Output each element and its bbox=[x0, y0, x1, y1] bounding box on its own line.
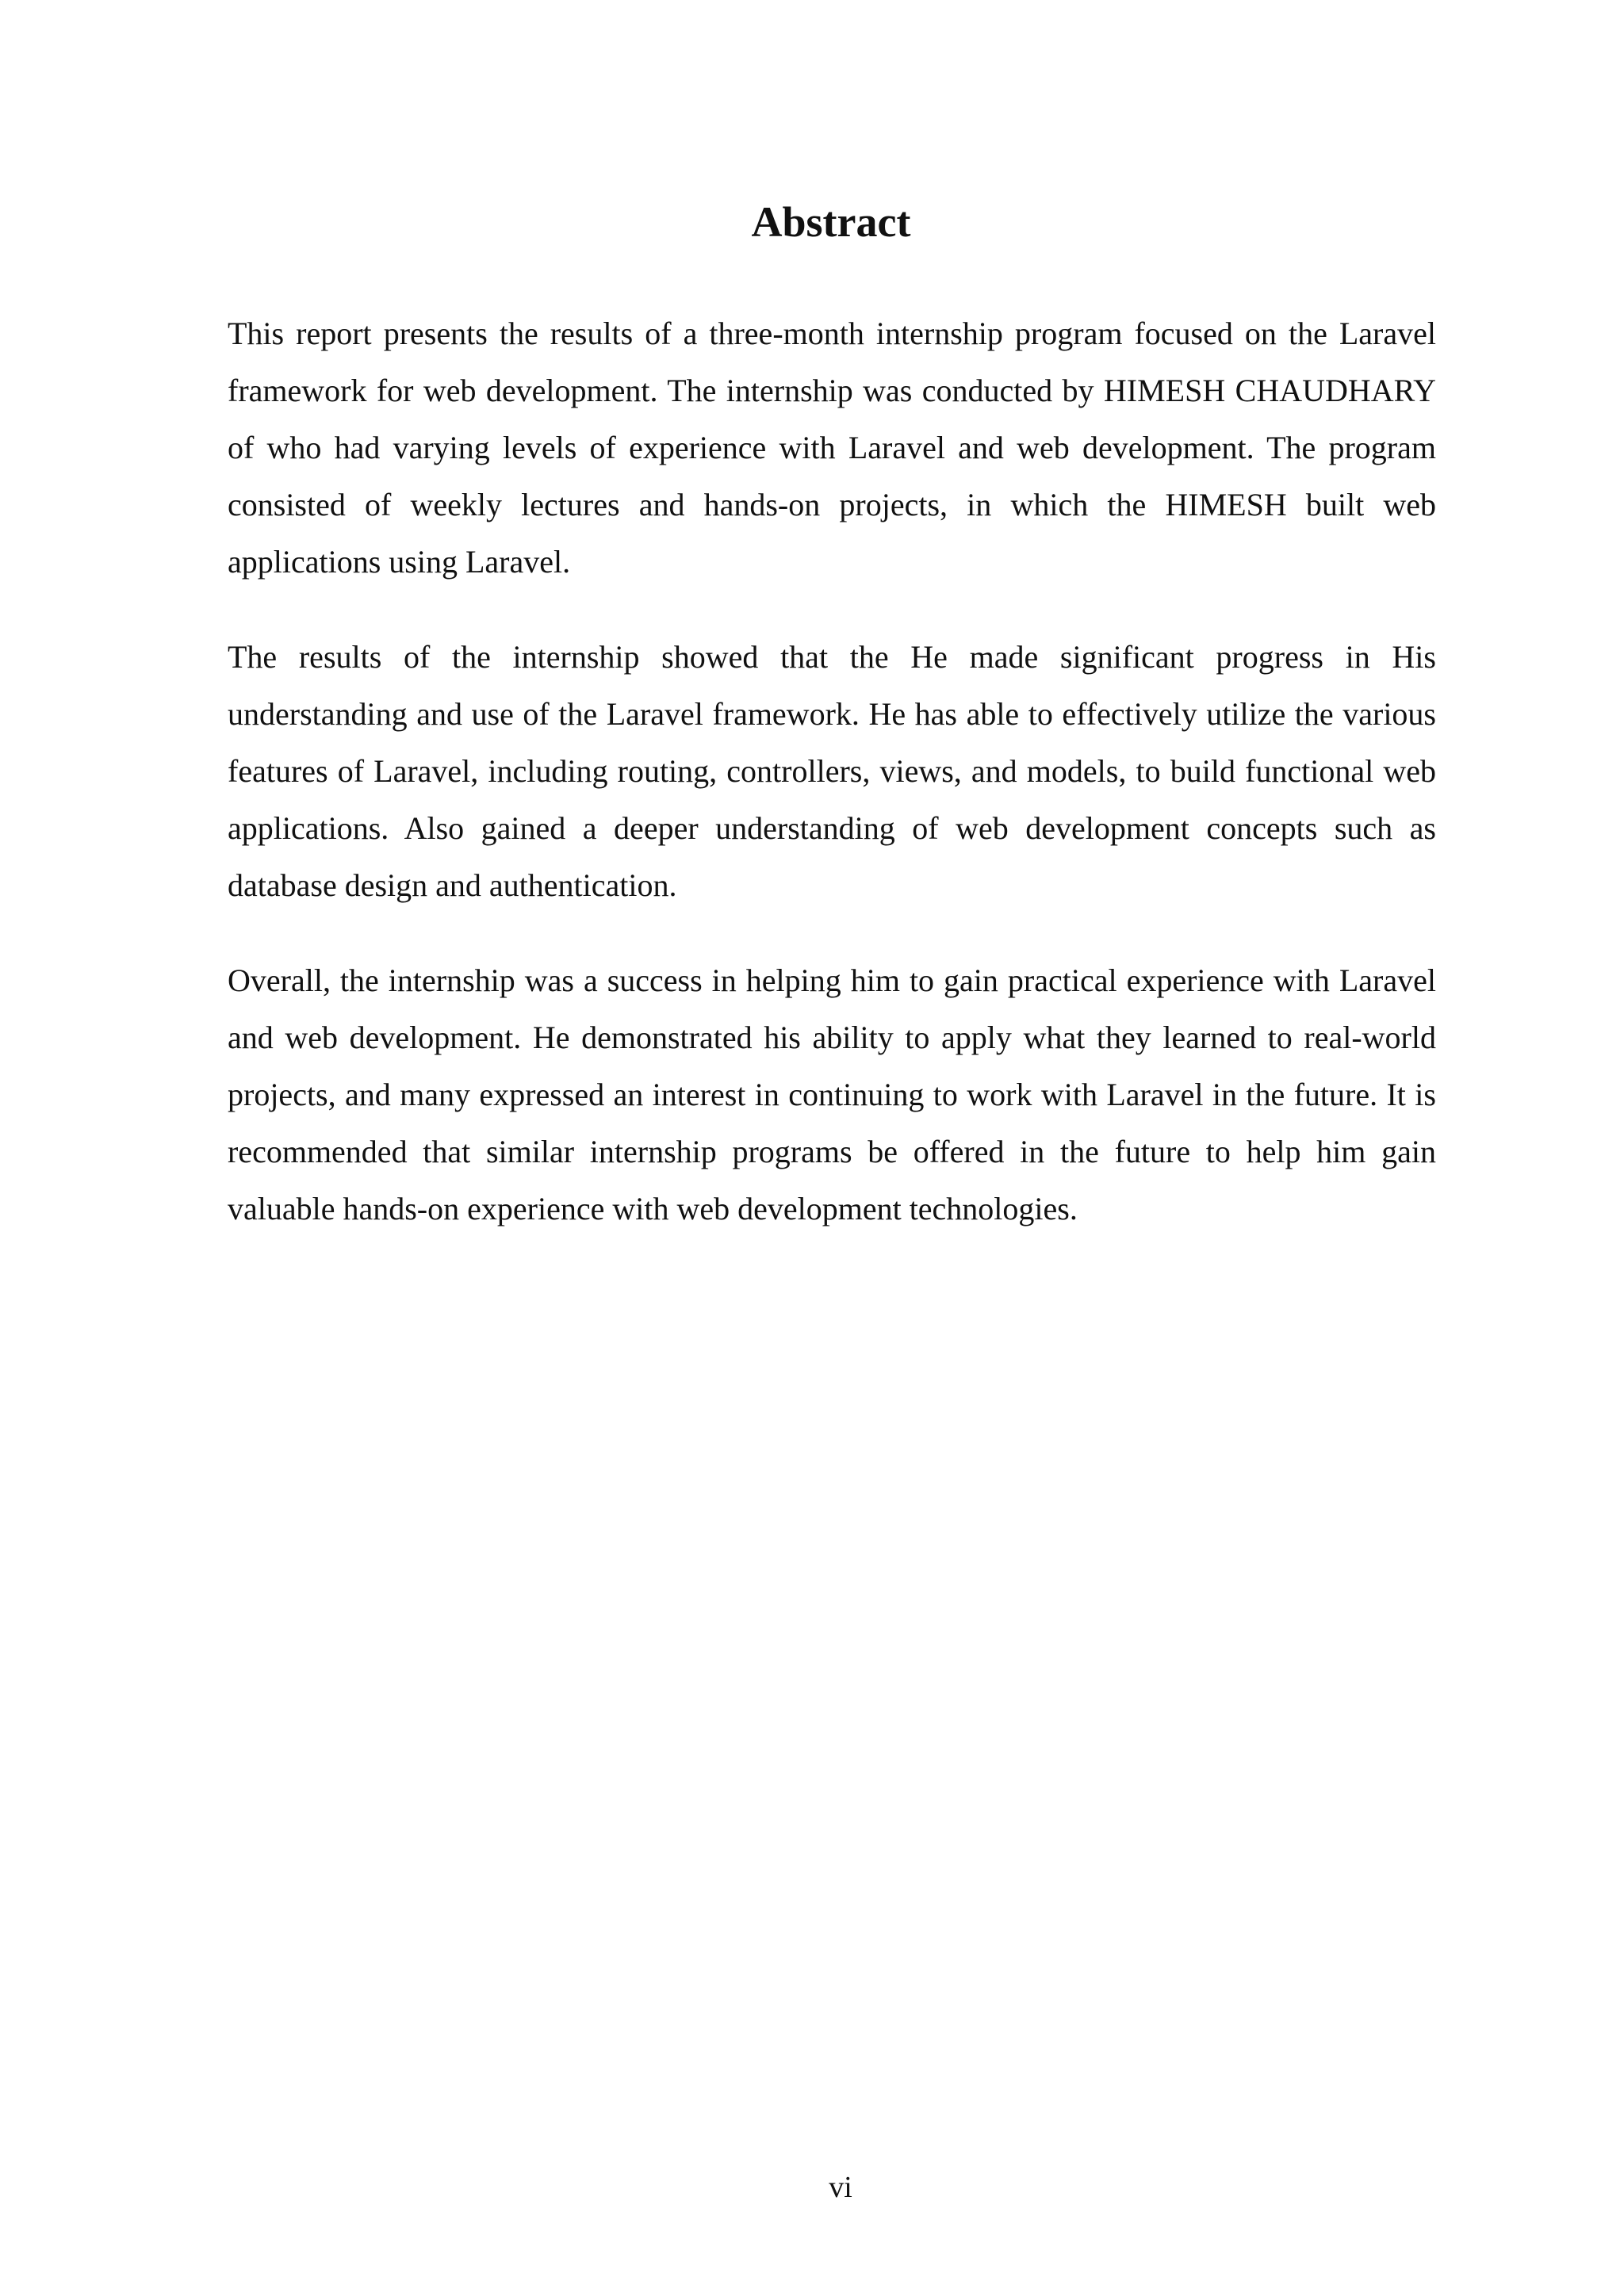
abstract-paragraph-3: Overall, the internship was a success in helping him to gain practical experience with Laravel and web development. He demonstrated his ability to apply what they learned to real-world projects, and many expressed an interest in continuing to work with Laravel in the future. It is recommended that similar internship programs be offered in the future to help him gain valuable hands-on experience with web development technologies. bbox=[228, 962, 1436, 1226]
page-title: Abstract bbox=[751, 198, 911, 246]
abstract-paragraph-1: This report presents the results of a three-month internship program focused on the Laravel framework for web development. The internship was conducted by HIMESH CHAUDHARY of who had varying levels of experience with Laravel and web development. The program consisted of weekly lectures and hands-on projects, in which the HIMESH built web applications using Laravel. bbox=[228, 316, 1436, 580]
abstract-paragraph-2: The results of the internship showed that the He made significant progress in His understanding and use of the Laravel framework. He has able to effectively utilize the various features of Laravel, including routing, controllers, views, and models, to build functional web applications. Also gained a deeper understanding of web development concepts such as database design and authentication. bbox=[228, 639, 1436, 903]
abstract-body bbox=[228, 305, 1436, 1276]
page-number: vi bbox=[829, 2171, 852, 2204]
